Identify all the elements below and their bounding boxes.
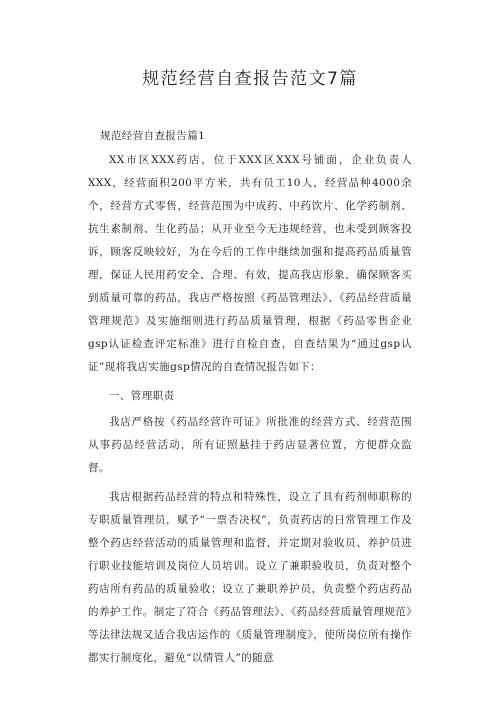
body-paragraph: 我店根据药品经营的特点和特殊性，设立了具有药剂师职称的专职质量管理员，赋予“一票否决权”，负责药店的日常管理工作及整个药店经营活动的质量管理和监督，并定期对验收员、养护员进行职业技能培训及岗位人员培训。设立了兼职验收员，负责对整个药店所有药品的质量验收；设立了兼职养护员，负责整个药店药品的养护工作。制定了符合《药品管理法》、《药品经营质量管理规范》等法律法规又适合我店运作的《质量管理制度》，使所岗位所有操作都实行制度化，避免“以情管人”的随意 [88, 491, 412, 664]
page-title: 规范经营自查报告范文7篇 [142, 69, 358, 89]
section-heading: 一、管理职责 [109, 390, 175, 402]
article-subheading: 规范经营自查报告篇1 [100, 130, 206, 142]
body-paragraph: XX市区XXX药店，位于XXX区XXX号铺面，企业负责人XXX，经营面积200平方米，共有员工10人，经营品种4000余个，经营方式零售，经营范围为中成药、中药饮片、化学药制剂、抗生素制剂、生化药品；从开业至今无违规经营，也未受到顾客投诉，顾客反映较好，为在今后的工作中继续加强和提高药品质量管理，保证人民用药安全、合理、有效，提高我店形象，确保顾客买到质量可靠的药品，我店严格按照《药品管理法》、《药品经营质量管理规范》及实施细则进行药品质量管理，根据《药品零售企业gsp认证检查评定标准》进行自检自查，自查结果为“通过gsp认证”现将我店实施gsp情况的自查情况报告如下： [88, 154, 412, 373]
body-paragraph: 我店严格按《药品经营许可证》所批准的经营方式、经营范围从事药品经营活动，所有证照悬挂于药店显著位置，方便群众监督。 [88, 416, 412, 474]
